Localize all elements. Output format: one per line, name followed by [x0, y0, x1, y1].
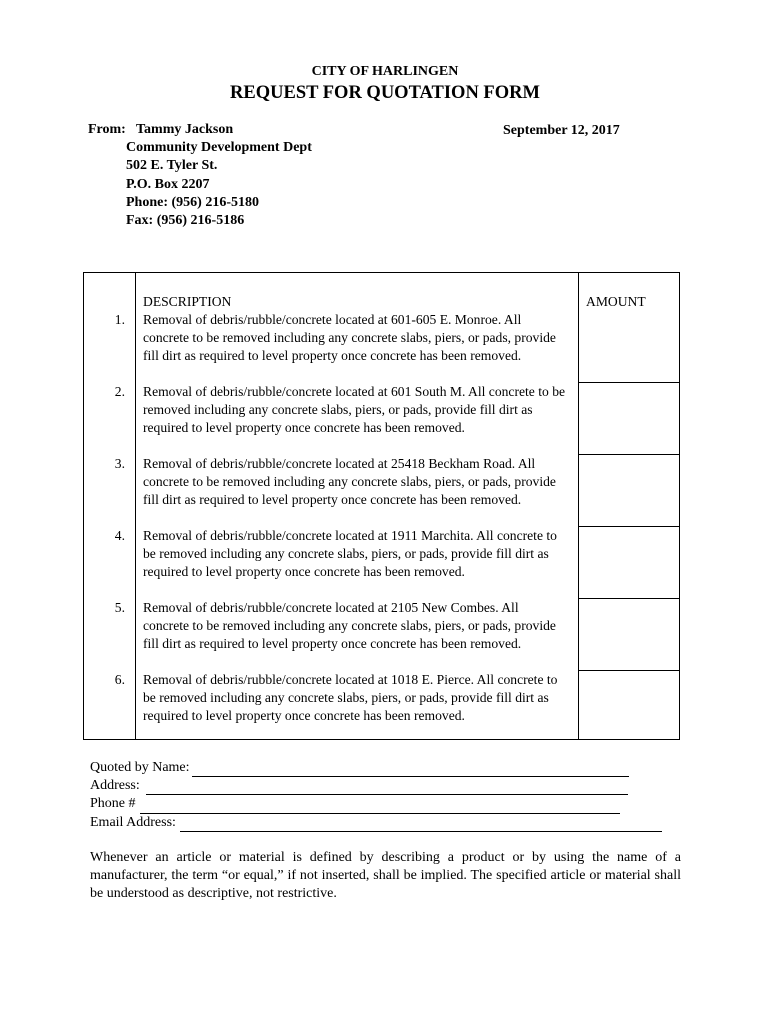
amount-header: AMOUNT [586, 294, 646, 309]
quoted-by-row [90, 759, 662, 777]
phone-row [90, 795, 662, 813]
address-label: Address: [90, 778, 140, 794]
quoted-by-label: Quoted by Name: [90, 760, 190, 775]
quoted-by-field[interactable] [192, 763, 629, 777]
from-block [88, 121, 312, 230]
email-row [90, 814, 662, 832]
from-fax: Fax: (956) 216-5186 [126, 213, 245, 229]
item-number: 4. [114, 528, 125, 543]
email-label: Email Address: [90, 814, 176, 830]
from-street: 502 E. Tyler St. [126, 158, 218, 174]
table-divider-number [135, 273, 136, 739]
form-title: REQUEST FOR QUOTATION FORM [230, 83, 540, 103]
item-number: 6. [114, 672, 125, 687]
item-number: 1. [114, 312, 125, 327]
item-number: 2. [114, 384, 125, 399]
address-field[interactable] [146, 781, 628, 795]
from-name-row [88, 121, 312, 139]
item-description: Removal of debris/rubble/concrete located at 1018 E. Pierce. All concrete to be removed including any concrete slabs, piers, or pads, provide fill dirt as required to level property once concrete has been removed. [143, 672, 558, 724]
item-description: Removal of debris/rubble/concrete located at 2105 New Combes. All concrete to be removed including any concrete slabs, piers, or pads, provide fill dirt as required to level property once concrete has been removed. [143, 600, 556, 652]
quote-table [83, 272, 680, 740]
disclaimer-text: Whenever an article or material is defined by describing a product or by using the name of a manufacturer, the term “or equal,” if not inserted, shall be implied. The specified article or material shall be understood as descriptive, not restrictive. [90, 850, 681, 902]
item-description: Removal of debris/rubble/concrete located at 25418 Beckham Road. All concrete to be removed including any concrete slabs, piers, or pads, provide fill dirt as required to level property once concrete has been removed. [143, 456, 556, 508]
address-row [90, 777, 662, 795]
from-label: From: [88, 122, 126, 137]
amount-cell-2[interactable] [579, 382, 679, 455]
from-po-box: P.O. Box 2207 [126, 176, 210, 192]
from-phone: Phone: (956) 216-5180 [126, 194, 259, 210]
item-number: 3. [114, 456, 125, 471]
amount-cell-5[interactable] [579, 598, 679, 671]
item-number: 5. [114, 600, 125, 615]
phone-field[interactable] [140, 800, 620, 814]
description-header: DESCRIPTION [143, 294, 232, 309]
phone-label: Phone # [90, 796, 136, 812]
amount-cell-4[interactable] [579, 526, 679, 599]
amount-cell-1[interactable] [579, 273, 679, 383]
item-description: Removal of debris/rubble/concrete located at 1911 Marchita. All concrete to be removed including any concrete slabs, piers, or pads, provide fill dirt as required to level property once concrete has been removed. [143, 528, 557, 580]
city-name: CITY OF HARLINGEN [311, 64, 459, 79]
amount-column [579, 273, 679, 739]
item-description: Removal of debris/rubble/concrete located at 601 South M. All concrete to be removed including any concrete slabs, piers, or pads, provide fill dirt as required to level property once concrete has been removed. [143, 384, 566, 436]
item-description: Removal of debris/rubble/concrete located at 601-605 E. Monroe. All concrete to be removed including any concrete slabs, piers, or pads, provide fill dirt as required to level property once concrete has been removed. [143, 312, 556, 364]
email-field[interactable] [180, 818, 662, 832]
form-date: September 12, 2017 [503, 123, 620, 138]
amount-cell-3[interactable] [579, 454, 679, 527]
from-department: Community Development Dept [126, 140, 312, 156]
quote-fields [90, 759, 662, 832]
from-name: Tammy Jackson [136, 122, 234, 137]
